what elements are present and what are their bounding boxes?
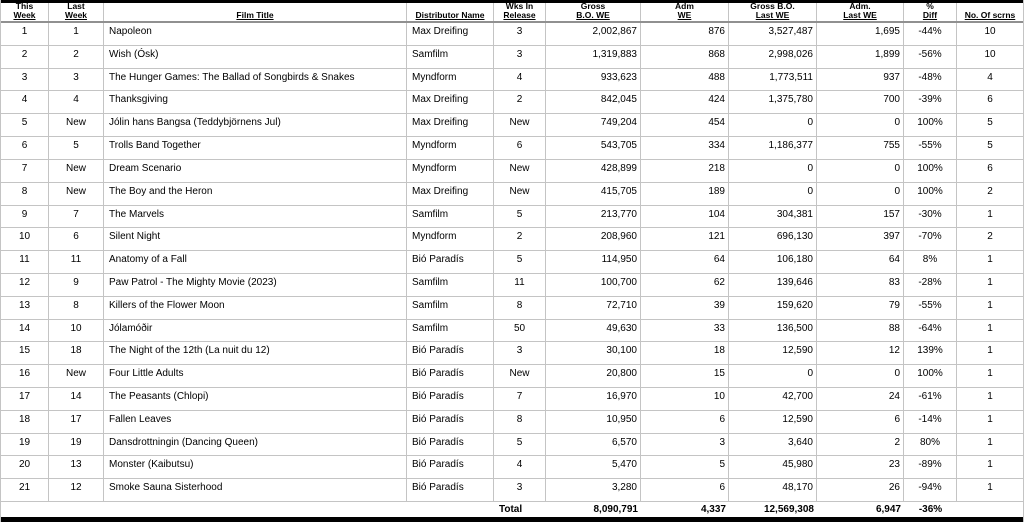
column-header-adm-we-line: Adm bbox=[675, 3, 694, 11]
column-header-adm-we bbox=[641, 3, 729, 21]
cell-pct-diff: -56% bbox=[904, 46, 957, 68]
cell-gross-bo-last-we: 0 bbox=[729, 183, 817, 205]
column-header-wks-in-release bbox=[494, 3, 546, 21]
cell-num-screens: 2 bbox=[987, 185, 993, 197]
cell-this-week: 8 bbox=[1, 183, 49, 205]
table-row bbox=[1, 137, 1023, 160]
cell-pct-diff: -39% bbox=[904, 91, 957, 113]
cell-wks-in-release: 11 bbox=[494, 274, 546, 296]
column-header-this-week-line: This bbox=[15, 3, 34, 11]
cell-this-week: 10 bbox=[1, 228, 49, 250]
cell-distributor-name: Bió Paradís bbox=[407, 434, 494, 456]
cell-pct-diff: -94% bbox=[904, 479, 957, 501]
cell-last-week: 5 bbox=[49, 137, 104, 159]
cell-pct-diff: -44% bbox=[904, 23, 957, 45]
cell-distributor-name: Bió Paradís bbox=[407, 479, 494, 501]
cell-distributor-name: Samfilm bbox=[407, 320, 494, 342]
cell-film-title: The Hunger Games: The Ballad of Songbirds & Snakes bbox=[104, 69, 407, 91]
cell-distributor-name: Max Dreifing bbox=[407, 183, 494, 205]
cell-adm-we: 876 bbox=[641, 23, 729, 45]
table-row bbox=[1, 114, 1023, 137]
cell-pct-diff: 80% bbox=[904, 434, 957, 456]
cell-gross-bo-we: 415,705 bbox=[546, 183, 641, 205]
cell-distributor-name: Myndform bbox=[407, 69, 494, 91]
cell-this-week: 20 bbox=[1, 456, 49, 478]
table-body bbox=[1, 23, 1023, 502]
total-film-title bbox=[104, 502, 407, 517]
cell-gross-bo-we: 933,623 bbox=[546, 69, 641, 91]
cell-num-screens: 1 bbox=[987, 254, 993, 266]
cell-distributor-name: Max Dreifing bbox=[407, 91, 494, 113]
cell-last-week: 19 bbox=[49, 434, 104, 456]
cell-distributor-name: Samfilm bbox=[407, 206, 494, 228]
cell-wks-in-release: 3 bbox=[494, 46, 546, 68]
cell-pct-diff: -64% bbox=[904, 320, 957, 342]
table-row bbox=[1, 274, 1023, 297]
cell-film-title: Killers of the Flower Moon bbox=[104, 297, 407, 319]
cell-last-week: 13 bbox=[49, 456, 104, 478]
cell-gross-bo-we: 749,204 bbox=[546, 114, 641, 136]
cell-adm-last-we: 700 bbox=[817, 91, 904, 113]
cell-gross-bo-we: 543,705 bbox=[546, 137, 641, 159]
cell-pct-diff: -30% bbox=[904, 206, 957, 228]
cell-this-week: 9 bbox=[1, 206, 49, 228]
cell-gross-bo-last-we: 0 bbox=[729, 114, 817, 136]
cell-distributor-name: Bió Paradís bbox=[407, 411, 494, 433]
cell-wks-in-release: 3 bbox=[494, 479, 546, 501]
table-row bbox=[1, 228, 1023, 251]
cell-wks-in-release: 50 bbox=[494, 320, 546, 342]
cell-adm-we: 3 bbox=[641, 434, 729, 456]
column-header-this-week bbox=[1, 3, 49, 21]
total-pct-diff: -36% bbox=[918, 504, 943, 515]
cell-film-title: Dansdrottningin (Dancing Queen) bbox=[104, 434, 407, 456]
cell-adm-last-we: 937 bbox=[817, 69, 904, 91]
column-header-film-title bbox=[104, 3, 407, 21]
cell-adm-last-we: 397 bbox=[817, 228, 904, 250]
cell-film-title: Napoleon bbox=[104, 23, 407, 45]
column-header-pct-diff bbox=[904, 3, 957, 21]
total-gross-bo-last-we: 12,569,308 bbox=[763, 504, 814, 515]
cell-gross-bo-we: 2,002,867 bbox=[546, 23, 641, 45]
column-header-gross-bo-we-line: B.O. WE bbox=[576, 9, 610, 20]
total-gross-bo-we: 8,090,791 bbox=[593, 504, 638, 515]
cell-wks-in-release: 2 bbox=[494, 91, 546, 113]
cell-adm-last-we: 26 bbox=[817, 479, 904, 501]
cell-last-week: 3 bbox=[49, 69, 104, 91]
cell-adm-we: 104 bbox=[641, 206, 729, 228]
column-header-film-title-line: Film Title bbox=[236, 9, 274, 20]
cell-num-screens: 1 bbox=[987, 299, 993, 311]
cell-adm-last-we: 157 bbox=[817, 206, 904, 228]
total-adm-we: 4,337 bbox=[700, 504, 726, 515]
cell-distributor-name: Bió Paradís bbox=[407, 388, 494, 410]
cell-this-week: 7 bbox=[1, 160, 49, 182]
table-row bbox=[1, 91, 1023, 114]
cell-adm-we: 218 bbox=[641, 160, 729, 182]
cell-adm-we: 18 bbox=[641, 342, 729, 364]
cell-gross-bo-we: 20,800 bbox=[546, 365, 641, 387]
column-header-adm-last-we bbox=[817, 3, 904, 21]
cell-distributor-name: Bió Paradís bbox=[407, 251, 494, 273]
cell-adm-last-we: 24 bbox=[817, 388, 904, 410]
cell-this-week: 6 bbox=[1, 137, 49, 159]
cell-adm-last-we: 83 bbox=[817, 274, 904, 296]
cell-last-week: 18 bbox=[49, 342, 104, 364]
cell-gross-bo-last-we: 45,980 bbox=[729, 456, 817, 478]
cell-adm-we: 15 bbox=[641, 365, 729, 387]
cell-pct-diff: -28% bbox=[904, 274, 957, 296]
cell-gross-bo-last-we: 3,527,487 bbox=[729, 23, 817, 45]
table-row bbox=[1, 365, 1023, 388]
cell-this-week: 19 bbox=[1, 434, 49, 456]
cell-wks-in-release: New bbox=[494, 160, 546, 182]
cell-gross-bo-we: 100,700 bbox=[546, 274, 641, 296]
cell-film-title: Trolls Band Together bbox=[104, 137, 407, 159]
table-row bbox=[1, 411, 1023, 434]
cell-pct-diff: -61% bbox=[904, 388, 957, 410]
column-header-gross-bo-we-line: Gross bbox=[580, 3, 606, 11]
cell-wks-in-release: New bbox=[494, 114, 546, 136]
cell-gross-bo-we: 3,280 bbox=[546, 479, 641, 501]
cell-wks-in-release: 4 bbox=[494, 69, 546, 91]
cell-last-week: New bbox=[49, 114, 104, 136]
column-header-adm-we-line: WE bbox=[677, 9, 692, 20]
cell-num-screens: 10 bbox=[984, 26, 996, 37]
cell-wks-in-release: 5 bbox=[494, 434, 546, 456]
table-row bbox=[1, 69, 1023, 92]
cell-gross-bo-last-we: 139,646 bbox=[729, 274, 817, 296]
cell-film-title: Paw Patrol - The Mighty Movie (2023) bbox=[104, 274, 407, 296]
cell-adm-we: 334 bbox=[641, 137, 729, 159]
cell-adm-last-we: 0 bbox=[817, 160, 904, 182]
cell-gross-bo-last-we: 2,998,026 bbox=[729, 46, 817, 68]
cell-this-week: 1 bbox=[1, 23, 49, 45]
cell-adm-we: 868 bbox=[641, 46, 729, 68]
cell-num-screens: 1 bbox=[987, 436, 993, 448]
cell-adm-we: 6 bbox=[641, 479, 729, 501]
cell-num-screens: 1 bbox=[987, 345, 993, 357]
column-header-adm-last-we-line: Last WE bbox=[843, 9, 877, 20]
cell-last-week: New bbox=[49, 365, 104, 387]
cell-film-title: Jólamóðir bbox=[104, 320, 407, 342]
cell-this-week: 12 bbox=[1, 274, 49, 296]
cell-pct-diff: 8% bbox=[904, 251, 957, 273]
cell-adm-last-we: 88 bbox=[817, 320, 904, 342]
cell-wks-in-release: 3 bbox=[494, 342, 546, 364]
cell-adm-last-we: 79 bbox=[817, 297, 904, 319]
cell-wks-in-release: 4 bbox=[494, 456, 546, 478]
table-row bbox=[1, 160, 1023, 183]
cell-last-week: 11 bbox=[49, 251, 104, 273]
cell-last-week: New bbox=[49, 160, 104, 182]
cell-num-screens: 5 bbox=[987, 117, 993, 129]
cell-distributor-name: Myndform bbox=[407, 228, 494, 250]
cell-film-title: The Night of the 12th (La nuit du 12) bbox=[104, 342, 407, 364]
cell-last-week: 10 bbox=[49, 320, 104, 342]
cell-distributor-name: Myndform bbox=[407, 160, 494, 182]
column-header-adm-last-we-line: Adm. bbox=[849, 3, 871, 11]
cell-gross-bo-we: 72,710 bbox=[546, 297, 641, 319]
total-this-week bbox=[1, 502, 49, 517]
cell-wks-in-release: 7 bbox=[494, 388, 546, 410]
cell-wks-in-release: 5 bbox=[494, 251, 546, 273]
cell-this-week: 13 bbox=[1, 297, 49, 319]
cell-film-title: The Marvels bbox=[104, 206, 407, 228]
cell-film-title: The Boy and the Heron bbox=[104, 183, 407, 205]
cell-pct-diff: 100% bbox=[904, 365, 957, 387]
cell-wks-in-release: 5 bbox=[494, 206, 546, 228]
cell-distributor-name: Samfilm bbox=[407, 46, 494, 68]
column-header-gross-bo-last-we bbox=[729, 3, 817, 21]
cell-pct-diff: 100% bbox=[904, 183, 957, 205]
cell-gross-bo-we: 213,770 bbox=[546, 206, 641, 228]
total-distributor-name bbox=[407, 502, 494, 517]
total-label: Total bbox=[499, 504, 523, 515]
cell-adm-we: 33 bbox=[641, 320, 729, 342]
table-header-row bbox=[1, 3, 1023, 23]
cell-distributor-name: Bió Paradís bbox=[407, 456, 494, 478]
bottom-rule bbox=[1, 517, 1023, 522]
cell-gross-bo-last-we: 12,590 bbox=[729, 342, 817, 364]
cell-this-week: 17 bbox=[1, 388, 49, 410]
cell-adm-last-we: 0 bbox=[817, 365, 904, 387]
cell-distributor-name: Bió Paradís bbox=[407, 342, 494, 364]
cell-distributor-name: Max Dreifing bbox=[407, 23, 494, 45]
cell-gross-bo-we: 30,100 bbox=[546, 342, 641, 364]
cell-last-week: 2 bbox=[49, 46, 104, 68]
cell-num-screens: 6 bbox=[987, 162, 993, 174]
cell-gross-bo-we: 10,950 bbox=[546, 411, 641, 433]
cell-adm-last-we: 1,899 bbox=[817, 46, 904, 68]
cell-pct-diff: -14% bbox=[904, 411, 957, 433]
cell-gross-bo-last-we: 1,375,780 bbox=[729, 91, 817, 113]
column-header-num-screens bbox=[957, 3, 1023, 21]
cell-last-week: 1 bbox=[49, 23, 104, 45]
cell-this-week: 18 bbox=[1, 411, 49, 433]
cell-wks-in-release: New bbox=[494, 183, 546, 205]
cell-distributor-name: Myndform bbox=[407, 137, 494, 159]
cell-adm-last-we: 0 bbox=[817, 114, 904, 136]
cell-gross-bo-we: 16,970 bbox=[546, 388, 641, 410]
cell-this-week: 14 bbox=[1, 320, 49, 342]
cell-pct-diff: -55% bbox=[904, 297, 957, 319]
table-total-row bbox=[1, 502, 1023, 517]
cell-num-screens: 10 bbox=[984, 48, 996, 60]
cell-last-week: 4 bbox=[49, 91, 104, 113]
cell-gross-bo-last-we: 3,640 bbox=[729, 434, 817, 456]
cell-adm-last-we: 0 bbox=[817, 183, 904, 205]
cell-num-screens: 6 bbox=[987, 94, 993, 106]
cell-gross-bo-last-we: 42,700 bbox=[729, 388, 817, 410]
cell-gross-bo-we: 114,950 bbox=[546, 251, 641, 273]
cell-gross-bo-last-we: 159,620 bbox=[729, 297, 817, 319]
table-row bbox=[1, 206, 1023, 229]
cell-gross-bo-we: 842,045 bbox=[546, 91, 641, 113]
cell-gross-bo-last-we: 12,590 bbox=[729, 411, 817, 433]
cell-num-screens: 1 bbox=[987, 322, 993, 334]
cell-pct-diff: -70% bbox=[904, 228, 957, 250]
cell-gross-bo-last-we: 696,130 bbox=[729, 228, 817, 250]
cell-film-title: The Peasants (Chlopi) bbox=[104, 388, 407, 410]
cell-num-screens: 1 bbox=[987, 482, 993, 494]
table-row bbox=[1, 251, 1023, 274]
cell-this-week: 15 bbox=[1, 342, 49, 364]
cell-wks-in-release: 2 bbox=[494, 228, 546, 250]
cell-adm-last-we: 2 bbox=[817, 434, 904, 456]
cell-film-title: Dream Scenario bbox=[104, 160, 407, 182]
cell-distributor-name: Max Dreifing bbox=[407, 114, 494, 136]
cell-gross-bo-last-we: 48,170 bbox=[729, 479, 817, 501]
cell-last-week: 12 bbox=[49, 479, 104, 501]
table-row bbox=[1, 23, 1023, 46]
cell-adm-last-we: 1,695 bbox=[817, 23, 904, 45]
column-header-distributor-name-line: Distributor Name bbox=[415, 9, 485, 20]
total-num-screens bbox=[957, 502, 1023, 517]
cell-this-week: 2 bbox=[1, 46, 49, 68]
cell-this-week: 4 bbox=[1, 91, 49, 113]
cell-this-week: 11 bbox=[1, 251, 49, 273]
cell-gross-bo-last-we: 1,186,377 bbox=[729, 137, 817, 159]
column-header-last-week bbox=[49, 3, 104, 21]
cell-wks-in-release: 3 bbox=[494, 23, 546, 45]
cell-this-week: 16 bbox=[1, 365, 49, 387]
column-header-gross-bo-last-we-line: Gross B.O. bbox=[750, 3, 795, 11]
cell-adm-we: 10 bbox=[641, 388, 729, 410]
cell-last-week: 17 bbox=[49, 411, 104, 433]
cell-film-title: Fallen Leaves bbox=[104, 411, 407, 433]
column-header-pct-diff-line: Diff bbox=[922, 9, 938, 20]
cell-gross-bo-last-we: 304,381 bbox=[729, 206, 817, 228]
cell-num-screens: 1 bbox=[987, 276, 993, 288]
cell-adm-last-we: 12 bbox=[817, 342, 904, 364]
cell-gross-bo-last-we: 0 bbox=[729, 365, 817, 387]
cell-wks-in-release: New bbox=[494, 365, 546, 387]
cell-wks-in-release: 8 bbox=[494, 297, 546, 319]
column-header-pct-diff-line: % bbox=[926, 3, 934, 11]
cell-adm-we: 62 bbox=[641, 274, 729, 296]
cell-gross-bo-we: 428,899 bbox=[546, 160, 641, 182]
total-adm-last-we: 6,947 bbox=[875, 504, 901, 515]
cell-pct-diff: -89% bbox=[904, 456, 957, 478]
cell-adm-last-we: 755 bbox=[817, 137, 904, 159]
table-row bbox=[1, 297, 1023, 320]
cell-adm-we: 189 bbox=[641, 183, 729, 205]
cell-film-title: Anatomy of a Fall bbox=[104, 251, 407, 273]
cell-this-week: 5 bbox=[1, 114, 49, 136]
cell-last-week: 7 bbox=[49, 206, 104, 228]
cell-distributor-name: Bió Paradís bbox=[407, 365, 494, 387]
cell-adm-last-we: 6 bbox=[817, 411, 904, 433]
cell-film-title: Four Little Adults bbox=[104, 365, 407, 387]
cell-film-title: Silent Night bbox=[104, 228, 407, 250]
cell-film-title: Wish (Ósk) bbox=[104, 46, 407, 68]
cell-adm-we: 454 bbox=[641, 114, 729, 136]
cell-adm-we: 39 bbox=[641, 297, 729, 319]
column-header-this-week-line: Week bbox=[13, 9, 36, 20]
cell-last-week: 9 bbox=[49, 274, 104, 296]
cell-adm-we: 488 bbox=[641, 69, 729, 91]
cell-wks-in-release: 8 bbox=[494, 411, 546, 433]
table-row bbox=[1, 479, 1023, 502]
table-row bbox=[1, 320, 1023, 343]
cell-num-screens: 2 bbox=[987, 231, 993, 243]
cell-gross-bo-last-we: 106,180 bbox=[729, 251, 817, 273]
cell-gross-bo-we: 5,470 bbox=[546, 456, 641, 478]
cell-num-screens: 1 bbox=[987, 368, 993, 380]
cell-last-week: New bbox=[49, 183, 104, 205]
column-header-distributor-name bbox=[407, 3, 494, 21]
cell-gross-bo-last-we: 136,500 bbox=[729, 320, 817, 342]
cell-pct-diff: 139% bbox=[904, 342, 957, 364]
cell-gross-bo-we: 1,319,883 bbox=[546, 46, 641, 68]
cell-this-week: 21 bbox=[1, 479, 49, 501]
column-header-gross-bo-we bbox=[546, 3, 641, 21]
table-row bbox=[1, 46, 1023, 69]
cell-distributor-name: Samfilm bbox=[407, 274, 494, 296]
cell-adm-we: 5 bbox=[641, 456, 729, 478]
cell-pct-diff: -48% bbox=[904, 69, 957, 91]
cell-num-screens: 5 bbox=[987, 140, 993, 152]
cell-last-week: 6 bbox=[49, 228, 104, 250]
cell-gross-bo-last-we: 1,773,511 bbox=[729, 69, 817, 91]
cell-num-screens: 1 bbox=[987, 391, 993, 402]
table-row bbox=[1, 183, 1023, 206]
cell-film-title: Jólin hans Bangsa (Teddybjörnens Jul) bbox=[104, 114, 407, 136]
cell-num-screens: 4 bbox=[987, 71, 993, 83]
column-header-gross-bo-last-we-line: Last WE bbox=[755, 9, 790, 20]
cell-adm-last-we: 23 bbox=[817, 456, 904, 478]
total-last-week bbox=[49, 502, 104, 517]
column-header-wks-in-release-line: Release bbox=[503, 9, 536, 20]
column-header-num-screens-line: No. Of scrns bbox=[964, 9, 1016, 20]
cell-num-screens: 1 bbox=[987, 459, 993, 471]
column-header-last-week-line: Last bbox=[67, 3, 85, 11]
table-row bbox=[1, 456, 1023, 479]
cell-last-week: 8 bbox=[49, 297, 104, 319]
column-header-wks-in-release-line: Wks In bbox=[505, 3, 534, 11]
cell-film-title: Monster (Kaibutsu) bbox=[104, 456, 407, 478]
cell-gross-bo-last-we: 0 bbox=[729, 160, 817, 182]
cell-num-screens: 1 bbox=[987, 208, 993, 220]
cell-last-week: 14 bbox=[49, 388, 104, 410]
cell-adm-we: 121 bbox=[641, 228, 729, 250]
cell-film-title: Thanksgiving bbox=[104, 91, 407, 113]
cell-adm-we: 6 bbox=[641, 411, 729, 433]
cell-wks-in-release: 6 bbox=[494, 137, 546, 159]
cell-pct-diff: 100% bbox=[904, 114, 957, 136]
cell-adm-we: 424 bbox=[641, 91, 729, 113]
cell-pct-diff: -55% bbox=[904, 137, 957, 159]
cell-gross-bo-we: 208,960 bbox=[546, 228, 641, 250]
table-row bbox=[1, 388, 1023, 411]
cell-distributor-name: Samfilm bbox=[407, 297, 494, 319]
table-row bbox=[1, 434, 1023, 457]
column-header-last-week-line: Week bbox=[64, 9, 88, 20]
cell-this-week: 3 bbox=[1, 69, 49, 91]
cell-num-screens: 1 bbox=[987, 413, 993, 425]
cell-gross-bo-we: 49,630 bbox=[546, 320, 641, 342]
cell-adm-last-we: 64 bbox=[817, 251, 904, 273]
cell-pct-diff: 100% bbox=[904, 160, 957, 182]
cell-film-title: Smoke Sauna Sisterhood bbox=[104, 479, 407, 501]
cell-adm-we: 64 bbox=[641, 251, 729, 273]
cell-gross-bo-we: 6,570 bbox=[546, 434, 641, 456]
table-row bbox=[1, 342, 1023, 365]
